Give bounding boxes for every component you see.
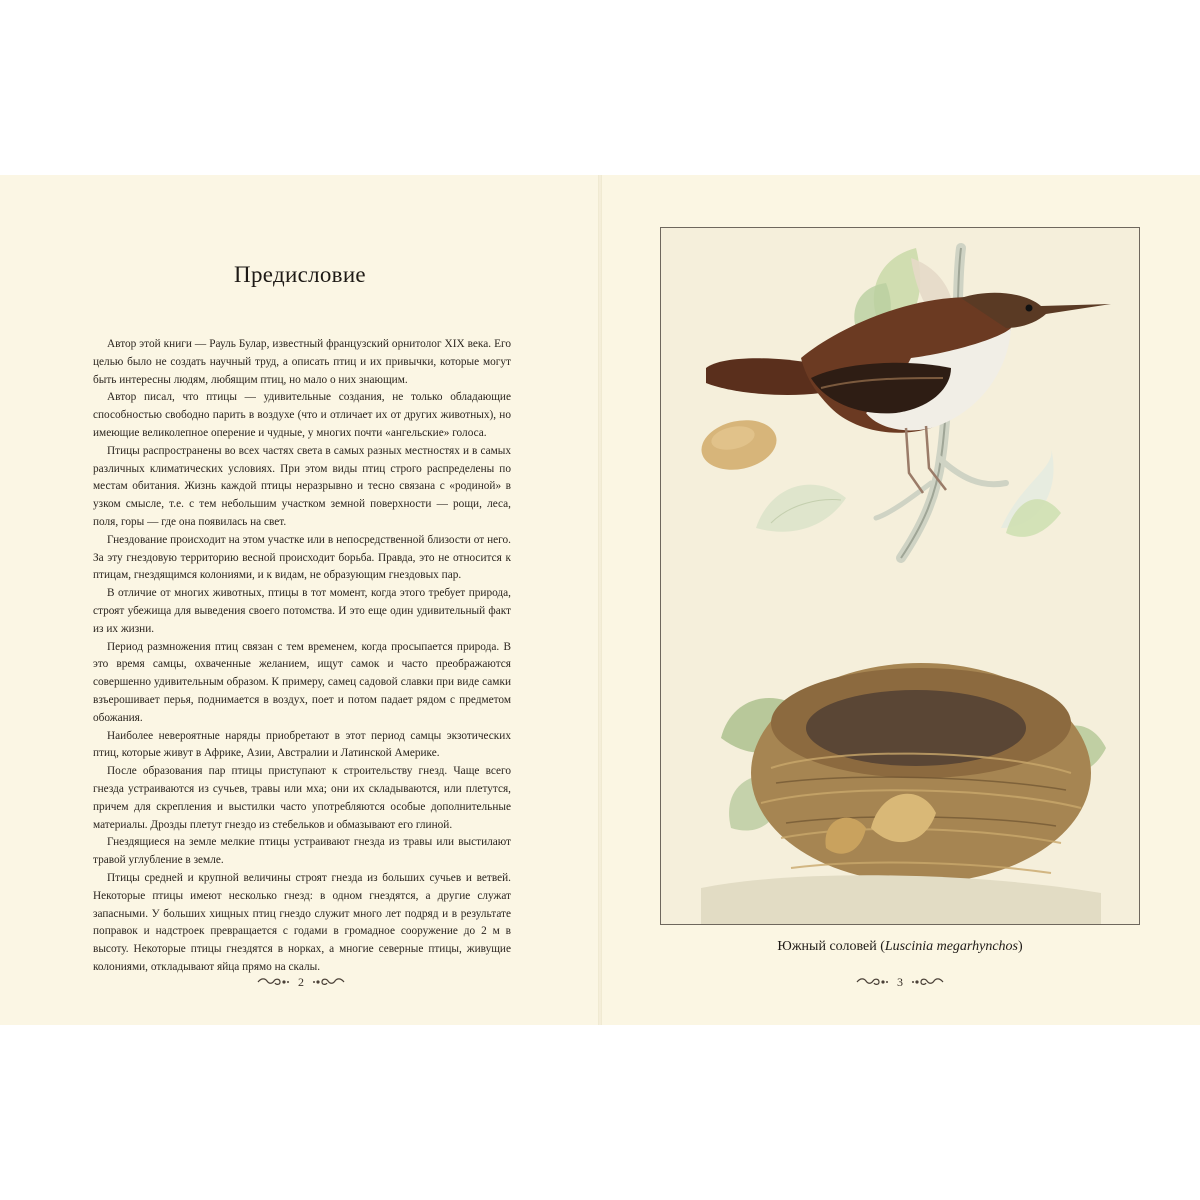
paragraph: В отличие от многих животных, птицы в тот момент, когда этого требует природа, строят убежища для выведения своего потомства. И это еще один удивительный факт из их жизни.	[93, 587, 511, 635]
paragraph: Период размножения птиц связан с тем временем, когда просыпается природа. В это время самцы, охваченные желанием, ищут самок и часто преображаются совершенно удивительным образом. К примеру, самец садовой славки при виде самки взъерошивает перья, поднимается в воздух, поет и потом падает рядом с предметом обожания.	[93, 640, 511, 724]
page-number: 2	[298, 974, 304, 989]
page-number-left	[241, 975, 361, 989]
page-title: Предисловие	[234, 262, 366, 287]
caption-common-name: Южный соловей (	[777, 939, 885, 954]
right-ornament-icon	[911, 977, 945, 987]
left-ornament-icon	[855, 977, 889, 987]
ground	[701, 875, 1101, 924]
paragraph: Гнездование происходит на этом участке или в непосредственной близости от него. За эту гнездовую территорию весной происходит борьба. Правда, это не относится к птицам, гнездящимся колониями, и к видам, не образующим гнездовых пар.	[93, 533, 511, 582]
paragraph: Птицы средней и крупной величины строят гнезда из больших сучьев и ветвей. Некоторые птицы имеют несколько гнезд: в одном гнездятся, а другие служат запасными. У больших хищных птиц гнездо служит много лет подряд и в результате поправок и надстроек превращается с годами в громадное сооружение до 2 м в высоту. Некоторые птицы гнездятся в норках, а многие северные птицы, живущие колониями, откладывают яйца прямо на скалы.	[93, 871, 511, 973]
nightingale-illustration	[661, 228, 1139, 924]
paragraph: Наиболее невероятные наряды приобретают в этот период самцы экзотических птиц, которые живут в Африке, Азии, Австралии и Латинской Америке.	[93, 729, 511, 760]
left-ornament-icon	[256, 977, 290, 987]
paragraph: Гнездящиеся на земле мелкие птицы устраивают гнезда из травы или выстилают травой углубление в земле.	[93, 836, 511, 867]
bird-eye	[1026, 305, 1033, 312]
caption-close: )	[1018, 939, 1023, 954]
caption-latin-name: Luscinia megarhynchos	[884, 939, 1018, 954]
branch	[939, 458, 1006, 484]
body-text	[93, 336, 511, 977]
paragraph: После образования пар птицы приступают к строительству гнезд. Чаще всего гнезда устраиваются из сучьев, травы или мха; они их складываются, или плетутся, причем для скрепления и выстилки часто употребляются особые дополнительные материалы. Дрозды плетут гнездо из стебельков и обмазывают его глиной.	[93, 765, 511, 831]
paragraph: Автор этой книги — Рауль Булар, известный французский орнитолог XIX века. Его целью было не создать научный труд, а описать птиц и их привычки, которые могут быть интересны людям, любящим птиц, но мало о них знающим.	[93, 338, 511, 386]
plate-caption	[600, 939, 1200, 955]
page-number: 3	[897, 974, 903, 989]
book-spine	[598, 175, 602, 1025]
illustration-plate	[660, 227, 1140, 925]
leaf	[756, 485, 846, 532]
paragraph: Птицы распространены во всех частях света в самых разных местностях и в самых различных климатических условиях. При этом виды птиц строго распределены по местам обитания. Жизнь каждой птицы неразрывно и тесно связана с «родиной» в узком смысле, т.е. с тем небольшим участком земной поверхности — рощи, леса, поля, горы — где она появилась на свет.	[93, 444, 511, 528]
paragraph: Автор писал, что птицы — удивительные создания, не только обладающие способностью свободно парить в воздухе (что и отличает их от других животных), но имеющие великолепное оперение и чудные, у многих почти «ангельские» голоса.	[93, 391, 511, 439]
page-number-right	[840, 975, 960, 989]
right-ornament-icon	[312, 977, 346, 987]
left-page	[0, 175, 600, 1025]
